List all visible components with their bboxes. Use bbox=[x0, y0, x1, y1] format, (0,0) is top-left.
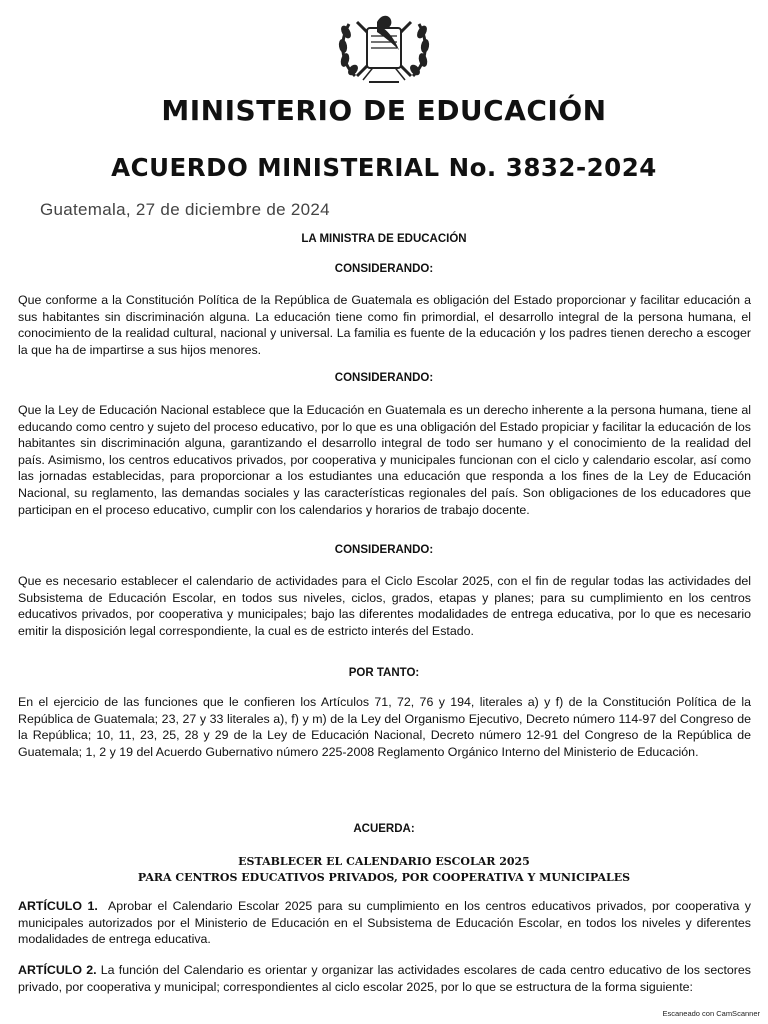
articulo-2 bbox=[18, 962, 751, 995]
considerando-text-2: Que la Ley de Educación Nacional establece que la Educación en Guatemala es un derecho inherente a la persona humana, tiene al educando como centro y sujeto del proceso educativo, por lo que es una obligación del Estado propiciar y facilitar la educación de los habitantes sin discriminación alguna, garantizando el desarrollo integral de todo ser humano y el conocimiento de la realidad del país. Asimismo, los centros educativos privados, por cooperativa y municipales funcionan con el ciclo y calendario escolar, así como las jornadas establecidas, para proporcionar a los estudiantes una educación que responda a los fines de la Ley de Educación Nacional, su reglamento, las demandas sociales y las características regionales del país. Son obligaciones de los educadores que participan en el proceso educativo, cumplir con los calendarios y horarios de trabajo docente. bbox=[18, 403, 751, 517]
por-tanto-text: En el ejercicio de las funciones que le confieren los Artículos 71, 72, 76 y 194, literales a) y f) de la Constitución Política de la República de Guatemala; 23, 27 y 33 literales a), f) y m) de la Ley del Organismo Ejecutivo, Decreto número 114-97 del Congreso de la República; 10, 11, 23, 25, 28 y 29 de la Ley de Educación Nacional, Decreto número 12-91 del Congreso de la República de Guatemala; 1, 2 y 19 del Acuerdo Gubernativo número 225-2008 Reglamento Orgánico Interno del Ministerio de Educación. bbox=[18, 695, 751, 759]
articulo-1-label: ARTÍCULO 1. bbox=[18, 899, 98, 913]
considerando-heading-1: CONSIDERANDO: bbox=[334, 263, 434, 275]
articulo-2-label: ARTÍCULO 2. bbox=[18, 963, 97, 977]
issuer-heading: LA MINISTRA DE EDUCACIÓN bbox=[301, 233, 467, 245]
acuerda-subtitle-1: ESTABLECER EL CALENDARIO ESCOLAR 2025 bbox=[238, 855, 530, 868]
acuerda-heading: ACUERDA: bbox=[353, 823, 415, 835]
acuerdo-title: ACUERDO MINISTERIAL No. 3832-2024 bbox=[111, 153, 657, 182]
scanner-watermark: Escaneado con CamScanner bbox=[662, 1009, 760, 1018]
articulo-1 bbox=[18, 898, 751, 948]
considerando-text-3: Que es necesario establecer el calendario de actividades para el Ciclo Escolar 2025, con el fin de regular todas las actividades del Subsistema de Educación Escolar, en todos sus niveles, ciclos, grados, etapas y planes; para su cumplimiento en los centros educativos privados, por cooperativa y municipales; bajo las diferentes modalidades de entrega educativa, por lo que es necesario emitir la disposición legal correspondiente, la cual es de estricto interés del Estado. bbox=[18, 574, 751, 638]
articulo-1-text: Aprobar el Calendario Escolar 2025 para su cumplimiento en los centros educativos privados, por cooperativa y municipales autorizados por el Ministerio de Educación en el Subsistema de Educación Escolar, en todos los niveles y diferentes modalidades de entrega educativa. bbox=[18, 899, 751, 947]
date-line: Guatemala, 27 de diciembre de 2024 bbox=[40, 200, 330, 219]
acuerda-subtitle-2: PARA CENTROS EDUCATIVOS PRIVADOS, POR COOPERATIVA Y MUNICIPALES bbox=[137, 871, 631, 884]
considerando-heading-2: CONSIDERANDO: bbox=[334, 372, 434, 384]
ministry-title: MINISTERIO DE EDUCACIÓN bbox=[161, 94, 607, 127]
coat-of-arms-icon bbox=[333, 6, 435, 90]
articulo-2-text: La función del Calendario es orientar y organizar las actividades escolares de cada centro educativo de los sectores privado, por cooperativa y municipal; correspondientes al ciclo escolar 2025, por lo que se estructura de la forma siguiente: bbox=[18, 963, 751, 994]
por-tanto-heading: POR TANTO: bbox=[348, 667, 420, 679]
considerando-heading-3: CONSIDERANDO: bbox=[334, 544, 434, 556]
considerando-text-1: Que conforme a la Constitución Política de la República de Guatemala es obligación del Estado proporcionar y facilitar educación a sus habitantes sin discriminación alguna. La educación tiene como fin primordial, el desarrollo integral de la persona humana, el conocimiento de la realidad cultural, nacional y universal. La familia es fuente de la educación y los padres tienen derecho a escoger la que ha de impartirse a sus hijos menores. bbox=[18, 293, 751, 357]
